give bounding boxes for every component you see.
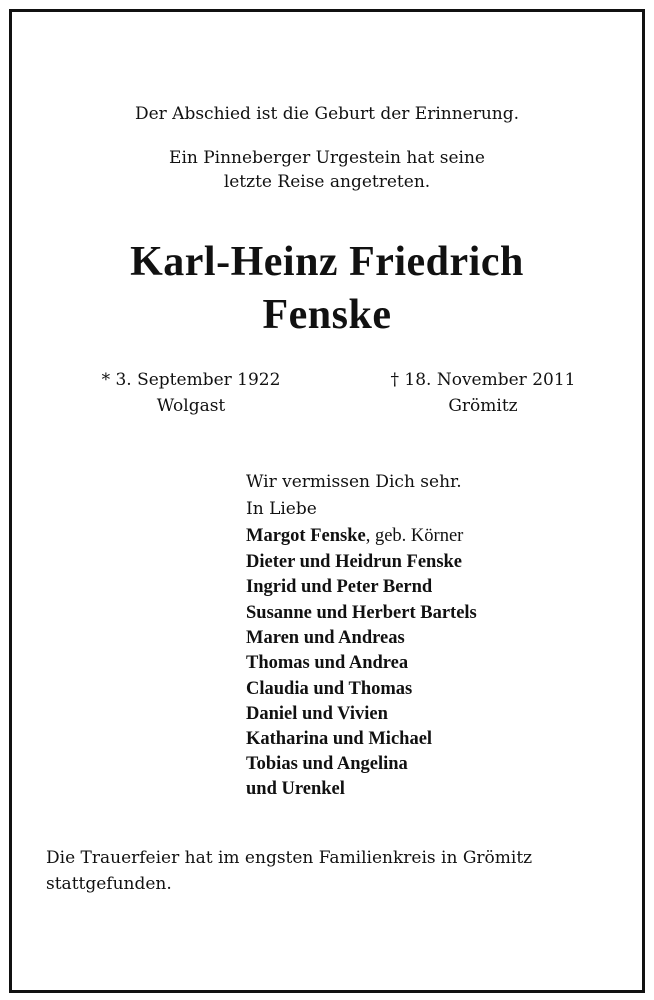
mourner-line: Ingrid und Peter Bernd [246,577,433,597]
birth-date: * 3. September 1922 [101,370,281,390]
deceased-name-line-1: Karl-Heinz Friedrich [130,239,524,285]
mourner-primary [246,526,463,547]
mourner-line: Susanne und Herbert Bartels [246,603,477,623]
death-place: Grömitz [448,396,518,416]
mourner-line: Katharina und Michael [246,729,433,749]
mourner-line: Dieter und Heidrun Fenske [246,552,463,572]
death-date: † 18. November 2011 [390,370,576,390]
mourner-line: und Urenkel [246,779,345,799]
funeral-note-line-2: stattgefunden. [46,874,172,894]
mourner-line: Maren und Andreas [246,628,405,648]
opening-quote: Der Abschied ist die Geburt der Erinnerung. [134,104,520,124]
intro-line-2: letzte Reise angetreten. [223,172,431,192]
message-line-1: Wir vermissen Dich sehr. [246,472,462,492]
mourner-primary-maiden: , geb. Körner [365,526,464,546]
mourner-line: Tobias und Angelina [246,754,408,774]
deceased-name-line-2: Fenske [262,292,392,338]
message-line-2: In Liebe [246,499,317,519]
mourner-line: Daniel und Vivien [246,704,388,724]
funeral-note-line-1: Die Trauerfeier hat im engsten Familienkreis in Grömitz [46,848,533,868]
mourner-line: Claudia und Thomas [246,679,413,699]
mourner-line: Thomas und Andrea [246,653,409,673]
birth-place: Wolgast [156,396,226,416]
intro-line-1: Ein Pinneberger Urgestein hat seine [169,148,485,168]
mourner-primary-name: Margot Fenske [246,526,366,546]
